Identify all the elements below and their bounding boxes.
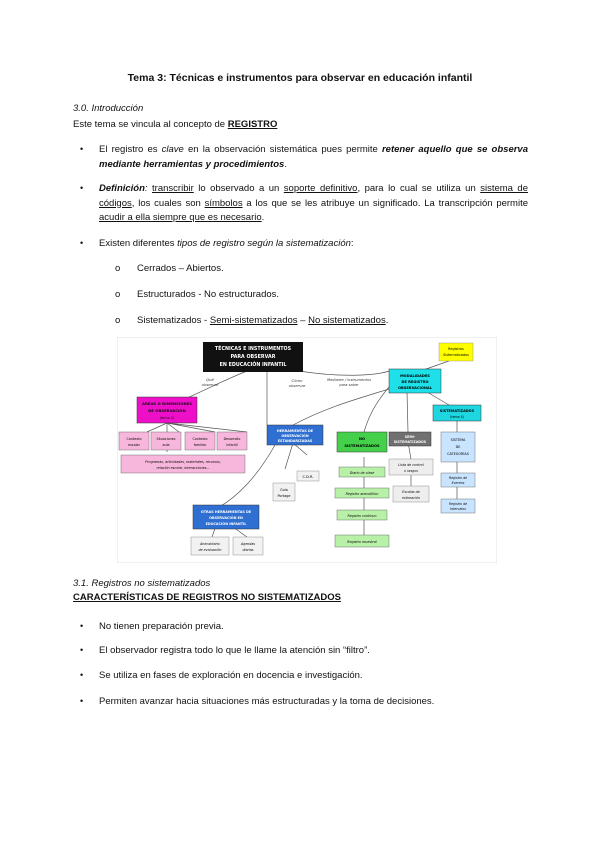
list-item: Se utiliza en fases de exploración en docencia e investigación. [99,670,363,681]
svg-text:relación escolar, interaccione: relación escolar, interacciones... [156,466,210,470]
svg-text:Sistematizados: Sistematizados [443,353,469,357]
list-item: El observador registra todo lo que le llame la atención sin “filtro”. [99,645,370,656]
svg-text:Registro muestral: Registro muestral [347,540,377,544]
map-semi-item [393,486,429,502]
svg-text:EN EDUCACIÓN INFANTIL: EN EDUCACIÓN INFANTIL [219,363,287,368]
svg-text:DE REGISTRO: DE REGISTRO [401,380,429,384]
map-no-sist-item [337,510,387,520]
sub-item-cerrados: o Cerrados – Abiertos. [115,263,224,274]
section-heading-31: 3.1. Registros no sistematizados [73,578,211,589]
svg-text:Situaciones: Situaciones [156,437,176,441]
map-area-detail [121,455,245,473]
svg-text:infantil: infantil [226,443,238,447]
svg-text:Portage: Portage [277,494,291,498]
map-area-item [185,432,215,450]
list-item: Permiten avanzar hacia situaciones más estructuradas y la toma de decisiones. [99,696,435,707]
map-note-node [439,343,473,361]
svg-text:familiar: familiar [193,443,207,447]
registro-keyword: REGISTRO [227,119,278,130]
svg-text:Desarrollo: Desarrollo [223,437,241,441]
edge-label-que-2: observar [201,382,219,387]
sub-item-estructurados: o Estructurados - No estructurados. [115,289,280,300]
bullet-marker: • [80,238,84,248]
edge-label-modos: Mediante / instrumentos [327,378,371,382]
map-area-item [119,432,149,450]
svg-text:SEMI-: SEMI- [404,435,416,439]
svg-text:Registros: Registros [448,347,464,351]
svg-text:Guía: Guía [280,488,288,492]
map-otras-node [193,505,259,529]
svg-text:Intervalos: Intervalos [450,507,466,511]
map-modalidades-node [389,369,441,393]
map-no-sist-item [335,535,389,547]
map-guia-node [273,483,295,501]
map-herramientas-node [267,425,323,445]
list-item: No tienen preparación previa. [99,621,224,632]
svg-text:ESTANDARIZADAS: ESTANDARIZADAS [277,439,313,443]
svg-text:Registro de: Registro de [448,502,468,506]
svg-text:diarias: diarias [242,548,254,552]
intro-line-text: Este tema se vincula al concepto de [73,119,228,130]
svg-text:Anecdotario: Anecdotario [200,542,220,546]
edge-label-como: Cómo [291,378,303,383]
svg-text:SISTEMATIZADOS: SISTEMATIZADOS [393,440,427,444]
bullet-tipos-registro: Existen diferentes tipos de registro según la sistematización: [99,238,354,249]
svg-text:DE OBSERVACIÓN: DE OBSERVACIÓN [148,408,186,413]
svg-text:CATEGORÍAS: CATEGORÍAS [447,452,469,456]
map-otras-item [191,537,229,555]
map-otras-item [233,537,263,555]
bullet-registro-clave: El registro es clave en la observación sistemática pues permite retener aquello que se observa mediante herramientas y procedimientos. [99,144,528,170]
svg-text:Registro anecdótico: Registro anecdótico [345,492,379,496]
intro-line [73,119,277,130]
map-area-item [217,432,247,450]
svg-text:SISTEMATIZADOS: SISTEMATIZADOS [439,409,475,413]
map-semi-node [389,432,431,446]
svg-text:TÉCNICAS E INSTRUMENTOS: TÉCNICAS E INSTRUMENTOS [214,347,292,352]
svg-text:Contexto: Contexto [126,437,142,441]
concept-map [117,337,497,563]
svg-text:Registro continuo: Registro continuo [347,514,377,518]
svg-text:(tema 4): (tema 4) [450,415,464,419]
svg-text:Agendas: Agendas [240,542,256,546]
map-no-sist-item [335,488,389,498]
svg-text:ÁREAS O DIMENSIONES: ÁREAS O DIMENSIONES [142,401,192,406]
map-area-item [151,432,181,450]
bullet-marker: • [80,696,84,706]
page-title: Tema 3: Técnicas e instrumentos para observar en educación infantil [127,72,473,84]
edge-label-modos-2: para saber [339,383,359,387]
svg-text:Lista de control: Lista de control [398,463,424,467]
svg-text:OBSERVACIÓN EN: OBSERVACIÓN EN [209,516,243,520]
bullet-marker: • [80,621,84,631]
svg-text:DE: DE [455,445,461,449]
edge-label-que: Qué [206,377,214,382]
map-cdr-node [297,471,319,481]
map-sist-node [433,405,481,421]
section-subheading-31: CARACTERÍSTICAS DE REGISTROS NO SISTEMATIZADOS [73,592,341,603]
section-heading-intro: 3.0. Introducción [73,103,144,114]
svg-text:MODALIDADES: MODALIDADES [400,374,430,378]
svg-text:estimación: estimación [401,496,421,500]
svg-text:aula: aula [162,443,170,447]
svg-text:Eventos: Eventos [451,481,465,485]
map-sist-categorias [441,432,475,462]
svg-text:HERRAMIENTAS DE: HERRAMIENTAS DE [276,429,314,433]
svg-text:PARA OBSERVAR: PARA OBSERVAR [230,355,276,360]
svg-text:SISTEMATIZADOS: SISTEMATIZADOS [344,444,380,448]
sub-item-sistematizados: o Sistematizados - Semi-sistematizados – No sistematizados. [115,315,389,326]
svg-text:SISTEMA: SISTEMA [450,438,466,442]
bullet-definicion: Definición: transcribir lo observado a un soporte definitivo, para lo cual se utiliza un sistema de códigos, los cuales son símbolos a los que se les atribuye un significado. La transcripción permite acudir a ella siempre que es necesario. [99,183,529,223]
bullet-marker: • [80,645,84,655]
svg-text:EDUCACIÓN INFANTIL: EDUCACIÓN INFANTIL [205,522,247,526]
map-no-sist-node [337,432,387,452]
svg-text:OBSERVACIONAL: OBSERVACIONAL [397,386,433,390]
svg-text:Contexto: Contexto [192,437,208,441]
svg-text:Diario de clase: Diario de clase [349,471,375,475]
svg-text:escolar: escolar [128,443,140,447]
svg-text:(tema 2): (tema 2) [159,416,175,420]
map-sist-item [441,499,475,513]
bullet-marker: • [80,183,84,193]
bullet-marker: • [80,670,84,680]
svg-text:NO: NO [358,437,366,441]
svg-text:OBSERVACIÓN: OBSERVACIÓN [281,434,309,438]
bullet-marker: • [80,144,84,154]
map-areas-node [137,397,197,423]
map-sist-item [441,473,475,487]
svg-text:Registro de: Registro de [448,476,468,480]
svg-text:Escalas de: Escalas de [402,490,420,494]
svg-text:OTRAS HERRAMIENTAS DE: OTRAS HERRAMIENTAS DE [200,510,252,514]
svg-text:de evaluación: de evaluación [198,548,222,552]
map-root-node [203,342,303,372]
edge-label-como-2: observar [288,383,306,388]
map-semi-item [389,459,433,475]
svg-text:Programas, actividades, materi: Programas, actividades, materiales, recursos, [145,460,221,464]
map-no-sist-item [339,467,385,477]
svg-text:C.D.R.: C.D.R. [302,475,314,479]
svg-text:o rasgos: o rasgos [404,469,418,473]
